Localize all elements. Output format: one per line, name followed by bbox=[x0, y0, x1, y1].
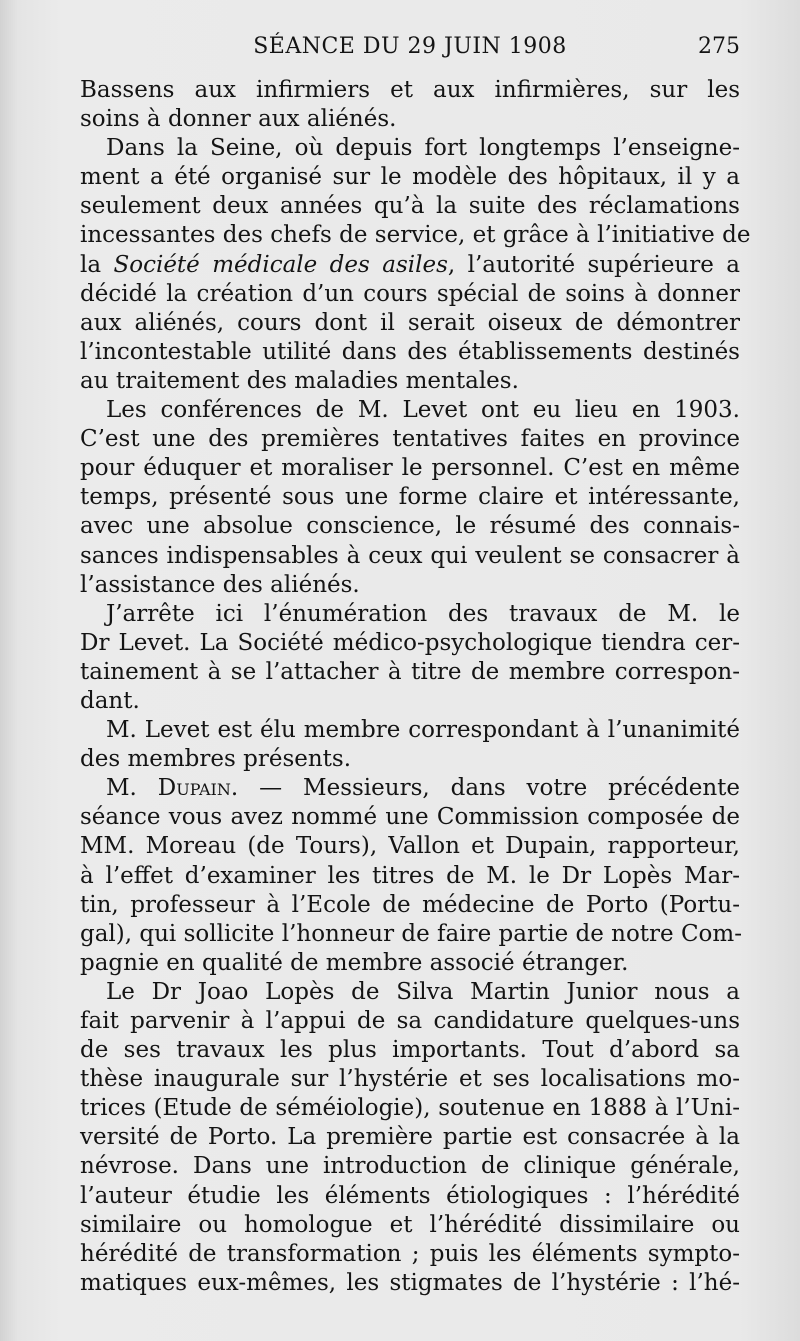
text-line: de ses travaux les plus importants. Tout d’abord sa bbox=[80, 1037, 740, 1064]
text-line: à l’effet d’examiner les titres de M. le Dr Lopès Mar- bbox=[80, 862, 740, 889]
text-line: versité de Porto. La première partie est consacrée à la bbox=[80, 1124, 740, 1151]
page-number: 275 bbox=[698, 34, 740, 59]
text-line: Bassens aux infirmiers et aux infirmières, sur les bbox=[80, 77, 740, 103]
body-text bbox=[80, 76, 751, 1298]
text-line bbox=[80, 251, 740, 280]
text-segment: . — Messieurs, dans votre précédente bbox=[230, 775, 740, 802]
text-line: MM. Moreau (de Tours), Vallon et Dupain, rapporteur, bbox=[80, 833, 740, 860]
text-line: matiques eux-mêmes, les stigmates de l’hystérie : l’hé- bbox=[80, 1269, 740, 1296]
text-line: hérédité de transformation ; puis les éléments sympto- bbox=[80, 1240, 740, 1267]
text-line: l’assistance des aliénés. bbox=[80, 571, 360, 598]
text-segment: la bbox=[80, 251, 114, 278]
text-line: névrose. Dans une introduction de clinique générale, bbox=[80, 1153, 740, 1180]
text-segment: M. bbox=[106, 775, 158, 802]
text-line: dant. bbox=[80, 687, 140, 714]
text-line: M. Levet est élu membre correspondant à l’unanimité bbox=[106, 717, 740, 744]
text-line: ment a été organisé sur le modèle des hôpitaux, il y a bbox=[80, 164, 740, 191]
text-line: Le Dr Joao Lopès de Silva Martin Junior nous a bbox=[106, 978, 740, 1005]
running-title: SÉANCE DU 29 JUIN 1908 bbox=[253, 34, 567, 59]
text-line: thèse inaugurale sur l’hystérie et ses localisations mo- bbox=[80, 1066, 740, 1093]
text-line: décidé la création d’un cours spécial de soins à donner bbox=[80, 280, 740, 307]
text-line: soins à donner aux aliénés. bbox=[80, 106, 397, 133]
smallcaps-text: Dupain bbox=[157, 775, 231, 802]
text-line: séance vous avez nommé une Commission composée de bbox=[80, 804, 740, 831]
text-segment: , l’autorité supérieure a bbox=[447, 251, 740, 278]
text-line: tainement à se l’attacher à titre de membre correspon- bbox=[80, 658, 740, 685]
text-line: l’auteur étudie les éléments étiologiques : l’hérédité bbox=[80, 1182, 740, 1209]
text-line: l’incontestable utilité dans des établissements destinés bbox=[80, 338, 740, 365]
text-line: C’est une des premières tentatives faites en province bbox=[80, 426, 740, 453]
text-line: trices (Etude de séméiologie), soutenue en 1888 à l’Uni- bbox=[80, 1095, 740, 1122]
text-line bbox=[80, 774, 740, 803]
text-line: aux aliénés, cours dont il serait oiseux de démontrer bbox=[80, 309, 740, 336]
text-line: pour éduquer et moraliser le personnel. C’est en même bbox=[80, 455, 740, 482]
text-line: Dr Levet. La Société médico-psychologique tiendra cer- bbox=[80, 629, 740, 656]
text-line: seulement deux années qu’à la suite des réclamations bbox=[80, 193, 740, 220]
text-line: sances indispensables à ceux qui veulent se consacrer à bbox=[80, 542, 740, 569]
text-line: des membres présents. bbox=[80, 746, 352, 773]
text-line: incessantes des chefs de service, et grâce à l’initiative de bbox=[80, 222, 751, 249]
text-line: gal), qui sollicite l’honneur de faire partie de notre Com- bbox=[80, 920, 742, 947]
page-header bbox=[80, 34, 740, 68]
text-line: avec une absolue conscience, le résumé des connais- bbox=[80, 513, 740, 540]
text-line: J’arrête ici l’énumération des travaux de M. le bbox=[106, 600, 740, 627]
italic-text: Société médicale des asiles bbox=[113, 251, 448, 278]
text-line: au traitement des maladies mentales. bbox=[80, 367, 519, 394]
text-line: pagnie en qualité de membre associé étranger. bbox=[80, 949, 629, 976]
text-line: fait parvenir à l’appui de sa candidature quelques-uns bbox=[80, 1008, 740, 1034]
text-line: Les conférences de M. Levet ont eu lieu en 1903. bbox=[106, 397, 740, 424]
text-line: Dans la Seine, où depuis fort longtemps l’enseigne- bbox=[106, 135, 740, 162]
text-line: tin, professeur à l’Ecole de médecine de Porto (Portu- bbox=[80, 891, 740, 918]
text-line: temps, présenté sous une forme claire et intéressante, bbox=[80, 484, 740, 511]
text-line: similaire ou homologue et l’hérédité dissimilaire ou bbox=[80, 1211, 740, 1238]
